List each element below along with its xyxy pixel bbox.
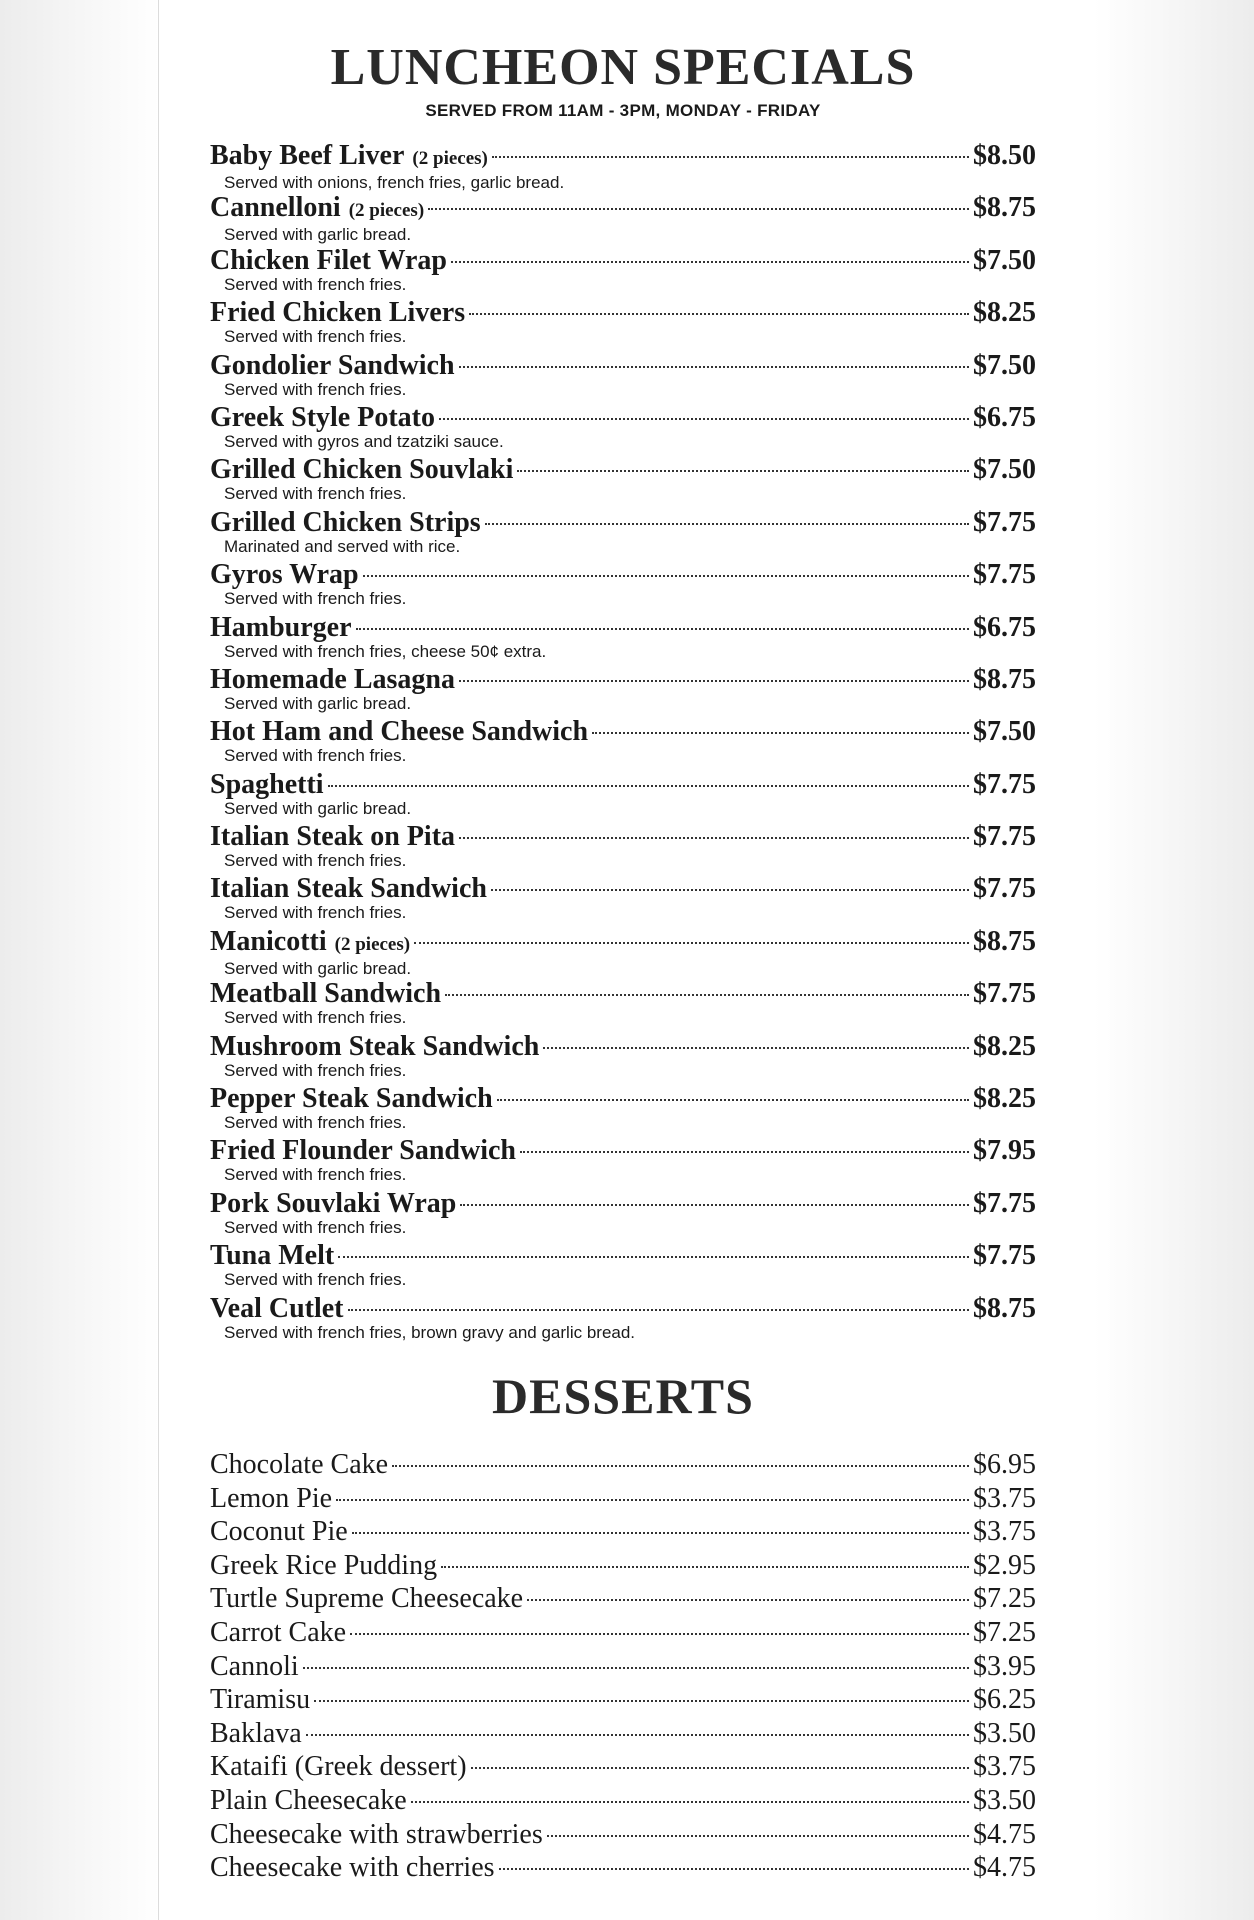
menu-item-row: [210, 140, 1036, 175]
dessert-item: [210, 1516, 1036, 1550]
menu-item-price: $7.75: [973, 1240, 1036, 1272]
dessert-item-row: [210, 1483, 1036, 1515]
menu-item-price: $7.75: [973, 768, 1036, 800]
menu-item: [210, 926, 1036, 978]
menu-item-price: $7.75: [973, 821, 1036, 853]
page-shadow-right: [1094, 0, 1254, 1920]
menu-item: [210, 1240, 1036, 1292]
menu-item: [210, 821, 1036, 873]
dot-leader: [414, 942, 969, 944]
dessert-item-price: $4.75: [973, 1852, 1036, 1884]
menu-item-price: $8.75: [973, 925, 1036, 957]
menu-item-row: [210, 507, 1036, 539]
menu-item: [210, 559, 1036, 611]
luncheon-title: LUNCHEON SPECIALS: [330, 39, 916, 96]
menu-page: [210, 38, 1036, 1886]
dessert-item-price: $3.95: [973, 1650, 1036, 1682]
dessert-item: [210, 1684, 1036, 1718]
menu-item-row: [210, 821, 1036, 853]
menu-item-price: $7.50: [973, 244, 1036, 276]
dessert-item-row: [210, 1751, 1036, 1783]
dot-leader: [520, 1151, 969, 1153]
dessert-item-name: Coconut Pie: [210, 1516, 348, 1548]
dessert-item-price: $7.25: [973, 1616, 1036, 1648]
menu-item-description: Served with french fries.: [224, 274, 407, 294]
dot-leader: [592, 732, 969, 734]
menu-item-description: Served with french fries.: [224, 1060, 407, 1080]
menu-item-row: [210, 926, 1036, 961]
menu-item-row: [210, 192, 1036, 227]
dessert-item-price: $3.75: [973, 1482, 1036, 1514]
menu-item-description: Served with french fries, brown gravy and garlic bread.: [224, 1322, 636, 1342]
dot-leader: [527, 1599, 969, 1601]
dessert-item-name: Lemon Pie: [210, 1482, 333, 1514]
menu-item-description: Served with french fries.: [224, 484, 407, 504]
menu-item: [210, 245, 1036, 297]
menu-item-portion: (2 pieces): [412, 148, 488, 169]
menu-item-description: Served with french fries.: [224, 1165, 407, 1185]
dessert-item-name: Cheesecake with strawberries: [210, 1818, 543, 1850]
dot-leader: [543, 1047, 969, 1049]
menu-item-row: [210, 1293, 1036, 1325]
menu-item-row: [210, 297, 1036, 329]
menu-item-row: [210, 664, 1036, 696]
dot-leader: [547, 1835, 969, 1837]
dessert-item-row: [210, 1583, 1036, 1615]
dot-leader: [517, 470, 969, 472]
dot-leader: [352, 1532, 969, 1534]
menu-item-name: Hot Ham and Cheese Sandwich: [210, 716, 589, 748]
menu-item: [210, 664, 1036, 716]
menu-item-name: Pork Souvlaki Wrap: [210, 1187, 457, 1219]
dot-leader: [439, 418, 969, 420]
dessert-item-row: [210, 1819, 1036, 1851]
menu-item: [210, 454, 1036, 506]
menu-item-price: $8.75: [973, 192, 1036, 224]
dot-leader: [459, 837, 969, 839]
menu-item-description: Served with garlic bread.: [224, 958, 412, 978]
menu-item: [210, 1135, 1036, 1187]
menu-item-description: Served with french fries.: [224, 851, 407, 871]
menu-item: [210, 1083, 1036, 1135]
menu-item-name: Spaghetti: [210, 768, 324, 800]
menu-item-description: Served with french fries.: [224, 746, 407, 766]
menu-item-name: Veal Cutlet: [210, 1292, 344, 1324]
menu-item: [210, 1031, 1036, 1083]
menu-item: [210, 297, 1036, 349]
menu-item-description: Served with garlic bread.: [224, 798, 412, 818]
menu-item-name: Cannelloni: [210, 192, 341, 224]
desserts-title: DESSERTS: [492, 1367, 754, 1424]
menu-item-description: Served with french fries.: [224, 903, 407, 923]
menu-item-row: [210, 559, 1036, 591]
menu-item: [210, 402, 1036, 454]
menu-item-price: $6.75: [973, 611, 1036, 643]
menu-item-row: [210, 978, 1036, 1010]
menu-item: [210, 350, 1036, 402]
luncheon-hours: SERVED FROM 11AM - 3PM, MONDAY - FRIDAY: [425, 101, 821, 120]
dot-leader: [338, 1256, 969, 1258]
dessert-item: [210, 1550, 1036, 1584]
dot-leader: [491, 889, 969, 891]
dot-leader: [348, 1309, 969, 1311]
menu-item-row: [210, 1135, 1036, 1167]
dessert-item-price: $7.25: [973, 1583, 1036, 1615]
dot-leader: [306, 1734, 969, 1736]
dessert-item-price: $3.50: [973, 1717, 1036, 1749]
luncheon-list: [210, 140, 1036, 1345]
menu-item-row: [210, 612, 1036, 644]
menu-item-price: $7.75: [973, 873, 1036, 905]
dessert-item-row: [210, 1785, 1036, 1817]
menu-item-row: [210, 769, 1036, 801]
dessert-item: [210, 1751, 1036, 1785]
menu-item-description: Served with french fries.: [224, 379, 407, 399]
menu-item-name: Greek Style Potato: [210, 401, 435, 433]
menu-item-price: $8.25: [973, 297, 1036, 329]
menu-item-description: Served with french fries, cheese 50¢ extra.: [224, 641, 547, 661]
menu-item-description: Served with garlic bread.: [224, 693, 412, 713]
dot-leader: [499, 1868, 969, 1870]
page-shadow-left: [0, 0, 160, 1920]
dot-leader: [459, 366, 969, 368]
menu-item-price: $7.50: [973, 716, 1036, 748]
dot-leader: [336, 1499, 969, 1501]
dessert-item: [210, 1651, 1036, 1685]
dessert-item-name: Cheesecake with cherries: [210, 1852, 495, 1884]
dessert-item-row: [210, 1651, 1036, 1683]
menu-item-portion: (2 pieces): [334, 933, 411, 955]
menu-item-description: Served with onions, french fries, garlic bread.: [224, 173, 565, 192]
dessert-item: [210, 1583, 1036, 1617]
menu-item-name: Manicotti: [210, 925, 327, 957]
dessert-item-price: $2.95: [973, 1549, 1036, 1581]
dessert-item-row: [210, 1684, 1036, 1716]
menu-item-price: $7.95: [973, 1135, 1036, 1167]
dessert-item-row: [210, 1852, 1036, 1884]
menu-item-name: Grilled Chicken Strips: [210, 506, 481, 538]
menu-item: [210, 140, 1036, 192]
menu-item-row: [210, 716, 1036, 748]
menu-item-row: [210, 873, 1036, 905]
menu-item-description: Served with french fries.: [224, 1270, 407, 1290]
menu-item-row: [210, 1188, 1036, 1220]
dot-leader: [469, 313, 969, 315]
menu-item-price: $7.75: [973, 559, 1036, 591]
fold-line: [158, 0, 159, 1920]
dot-leader: [485, 523, 969, 525]
dessert-item-name: Turtle Supreme Cheesecake: [210, 1583, 524, 1615]
dot-leader: [314, 1700, 969, 1702]
menu-item-name: Fried Flounder Sandwich: [210, 1135, 516, 1167]
dessert-item-name: Baklava: [210, 1717, 302, 1749]
menu-item-price: $7.75: [973, 1187, 1036, 1219]
dessert-item: [210, 1785, 1036, 1819]
menu-item-name: Gondolier Sandwich: [210, 349, 455, 381]
dot-leader: [350, 1633, 969, 1635]
menu-item-description: Served with french fries.: [224, 1113, 407, 1133]
dessert-item: [210, 1617, 1036, 1651]
dessert-item-name: Chocolate Cake: [210, 1448, 389, 1480]
menu-item: [210, 192, 1036, 244]
dessert-item-name: Greek Rice Pudding: [210, 1549, 438, 1581]
dot-leader: [428, 208, 969, 210]
menu-item-row: [210, 245, 1036, 277]
menu-item: [210, 978, 1036, 1030]
dot-leader: [459, 680, 969, 682]
dessert-item-price: $6.95: [973, 1448, 1036, 1480]
menu-item-price: $7.50: [973, 454, 1036, 486]
menu-item-price: $7.75: [973, 978, 1036, 1010]
menu-item-price: $8.75: [973, 663, 1036, 695]
menu-item-name: Grilled Chicken Souvlaki: [210, 454, 514, 486]
menu-item-description: Served with french fries.: [224, 327, 407, 347]
menu-item-description: Served with gyros and tzatziki sauce.: [224, 431, 504, 451]
menu-item-name: Italian Steak Sandwich: [210, 873, 487, 905]
dessert-item: [210, 1819, 1036, 1853]
dot-leader: [497, 1099, 969, 1101]
dessert-item-price: $6.25: [973, 1684, 1036, 1716]
menu-item: [210, 716, 1036, 768]
dot-leader: [328, 785, 969, 787]
menu-item-name: Fried Chicken Livers: [210, 297, 466, 329]
menu-item-description: Marinated and served with rice.: [224, 536, 461, 556]
menu-item-name: Tuna Melt: [210, 1240, 335, 1272]
dessert-item-name: Plain Cheesecake: [210, 1784, 407, 1816]
menu-item-description: Served with french fries.: [224, 589, 407, 609]
dot-leader: [363, 575, 969, 577]
menu-item-row: [210, 1240, 1036, 1272]
menu-item-name: Gyros Wrap: [210, 559, 359, 591]
dot-leader: [441, 1566, 969, 1568]
menu-item-name: Hamburger: [210, 611, 352, 643]
menu-item: [210, 612, 1036, 664]
menu-item: [210, 1188, 1036, 1240]
menu-item-row: [210, 454, 1036, 486]
menu-item-row: [210, 402, 1036, 434]
dessert-item-price: $3.75: [973, 1516, 1036, 1548]
dot-leader: [471, 1767, 969, 1769]
menu-item-name: Meatball Sandwich: [210, 978, 442, 1010]
menu-item-name: Chicken Filet Wrap: [210, 244, 447, 276]
dessert-item: [210, 1483, 1036, 1517]
dot-leader: [303, 1667, 969, 1669]
dessert-item-price: $4.75: [973, 1818, 1036, 1850]
menu-item: [210, 873, 1036, 925]
menu-item-description: Served with french fries.: [224, 1008, 407, 1028]
menu-item: [210, 1293, 1036, 1345]
menu-item-row: [210, 1031, 1036, 1063]
menu-item-price: $8.25: [973, 1030, 1036, 1062]
menu-item-name: Homemade Lasagna: [210, 663, 455, 695]
menu-item-description: Served with french fries.: [224, 1217, 407, 1237]
dot-leader: [460, 1204, 969, 1206]
dessert-item-row: [210, 1550, 1036, 1582]
menu-item-price: $7.75: [973, 506, 1036, 538]
dessert-item-price: $3.75: [973, 1751, 1036, 1783]
dot-leader: [411, 1801, 969, 1803]
dessert-item-row: [210, 1449, 1036, 1481]
menu-item-name: Pepper Steak Sandwich: [210, 1083, 493, 1115]
dessert-item-name: Kataifi (Greek dessert): [210, 1751, 467, 1783]
menu-item-row: [210, 350, 1036, 382]
dot-leader: [492, 156, 969, 158]
menu-item-price: $8.75: [973, 1292, 1036, 1324]
dessert-item: [210, 1718, 1036, 1752]
menu-item-price: $8.50: [973, 140, 1036, 171]
dot-leader: [392, 1465, 969, 1467]
menu-item-price: $6.75: [973, 401, 1036, 433]
menu-item-price: $7.50: [973, 349, 1036, 381]
dot-leader: [451, 261, 969, 263]
menu-item: [210, 507, 1036, 559]
menu-item-name: Italian Steak on Pita: [210, 821, 456, 853]
dessert-item: [210, 1852, 1036, 1886]
dessert-item-row: [210, 1617, 1036, 1649]
dessert-item: [210, 1449, 1036, 1483]
dessert-item-name: Carrot Cake: [210, 1616, 347, 1648]
dessert-item-name: Tiramisu: [210, 1684, 311, 1716]
dot-leader: [445, 994, 969, 996]
menu-item-name: Mushroom Steak Sandwich: [210, 1030, 540, 1062]
menu-item-portion: (2 pieces): [348, 200, 425, 222]
dot-leader: [356, 628, 969, 630]
dessert-item-price: $3.50: [973, 1784, 1036, 1816]
dessert-item-row: [210, 1718, 1036, 1750]
menu-item-name: Baby Beef Liver: [210, 140, 405, 171]
dessert-item-name: Cannoli: [210, 1650, 299, 1682]
menu-item: [210, 769, 1036, 821]
desserts-list: [210, 1449, 1036, 1886]
dessert-item-row: [210, 1516, 1036, 1548]
menu-item-description: Served with garlic bread.: [224, 225, 412, 245]
menu-item-row: [210, 1083, 1036, 1115]
menu-item-price: $8.25: [973, 1083, 1036, 1115]
